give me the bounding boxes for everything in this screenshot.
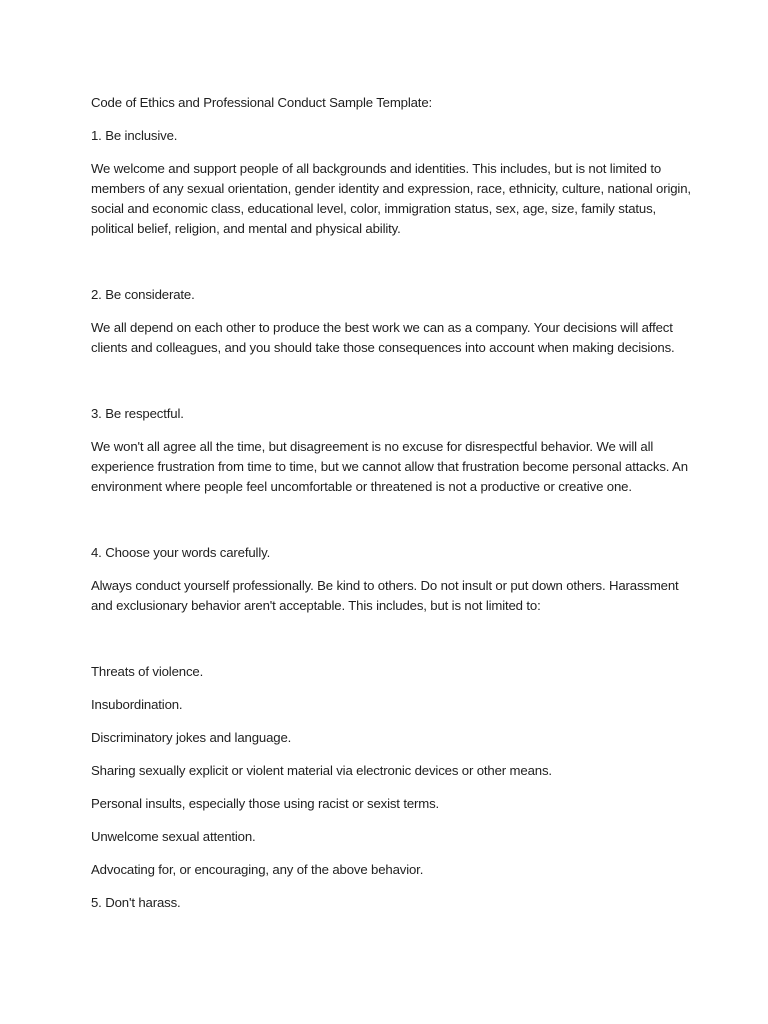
section-5-heading: 5. Don't harass. — [91, 895, 181, 910]
section-1-heading: 1. Be inclusive. — [91, 128, 178, 143]
section-1-body: We welcome and support people of all backgrounds and identities. This includes, but is not limited to members of any sexual orientation, gender identity and expression, race, ethnicity, culture, national origin, social and economic class, educational level, color, immigration status, sex, age, size, family status, political belief, religion, and mental and physical ability. — [91, 161, 691, 236]
list-item: Unwelcome sexual attention. — [91, 829, 256, 844]
section-3-heading: 3. Be respectful. — [91, 406, 184, 421]
list-item: Personal insults, especially those using racist or sexist terms. — [91, 796, 440, 811]
section-3-body: We won't all agree all the time, but disagreement is no excuse for disrespectful behavior. We will all experience frustration from time to time, but we cannot allow that frustration become personal attacks. An environment where people feel uncomfortable or threatened is not a productive or creative one. — [91, 439, 688, 494]
section-2-body: We all depend on each other to produce the best work we can as a company. Your decisions will affect clients and colleagues, and you should take those consequences into account when making decisions. — [91, 320, 675, 355]
list-item: Advocating for, or encouraging, any of the above behavior. — [91, 862, 424, 877]
list-item: Threats of violence. — [91, 664, 204, 679]
section-4-body: Always conduct yourself professionally. Be kind to others. Do not insult or put down others. Harassment and exclusionary behavior aren't acceptable. This includes, but is not limited to: — [91, 578, 679, 613]
list-item: Sharing sexually explicit or violent material via electronic devices or other means. — [91, 763, 552, 778]
list-item: Insubordination. — [91, 697, 183, 712]
list-item: Discriminatory jokes and language. — [91, 730, 292, 745]
section-2-heading: 2. Be considerate. — [91, 287, 195, 302]
section-4-heading: 4. Choose your words carefully. — [91, 545, 271, 560]
document-title: Code of Ethics and Professional Conduct Sample Template: — [91, 95, 433, 110]
document-body — [91, 93, 691, 926]
